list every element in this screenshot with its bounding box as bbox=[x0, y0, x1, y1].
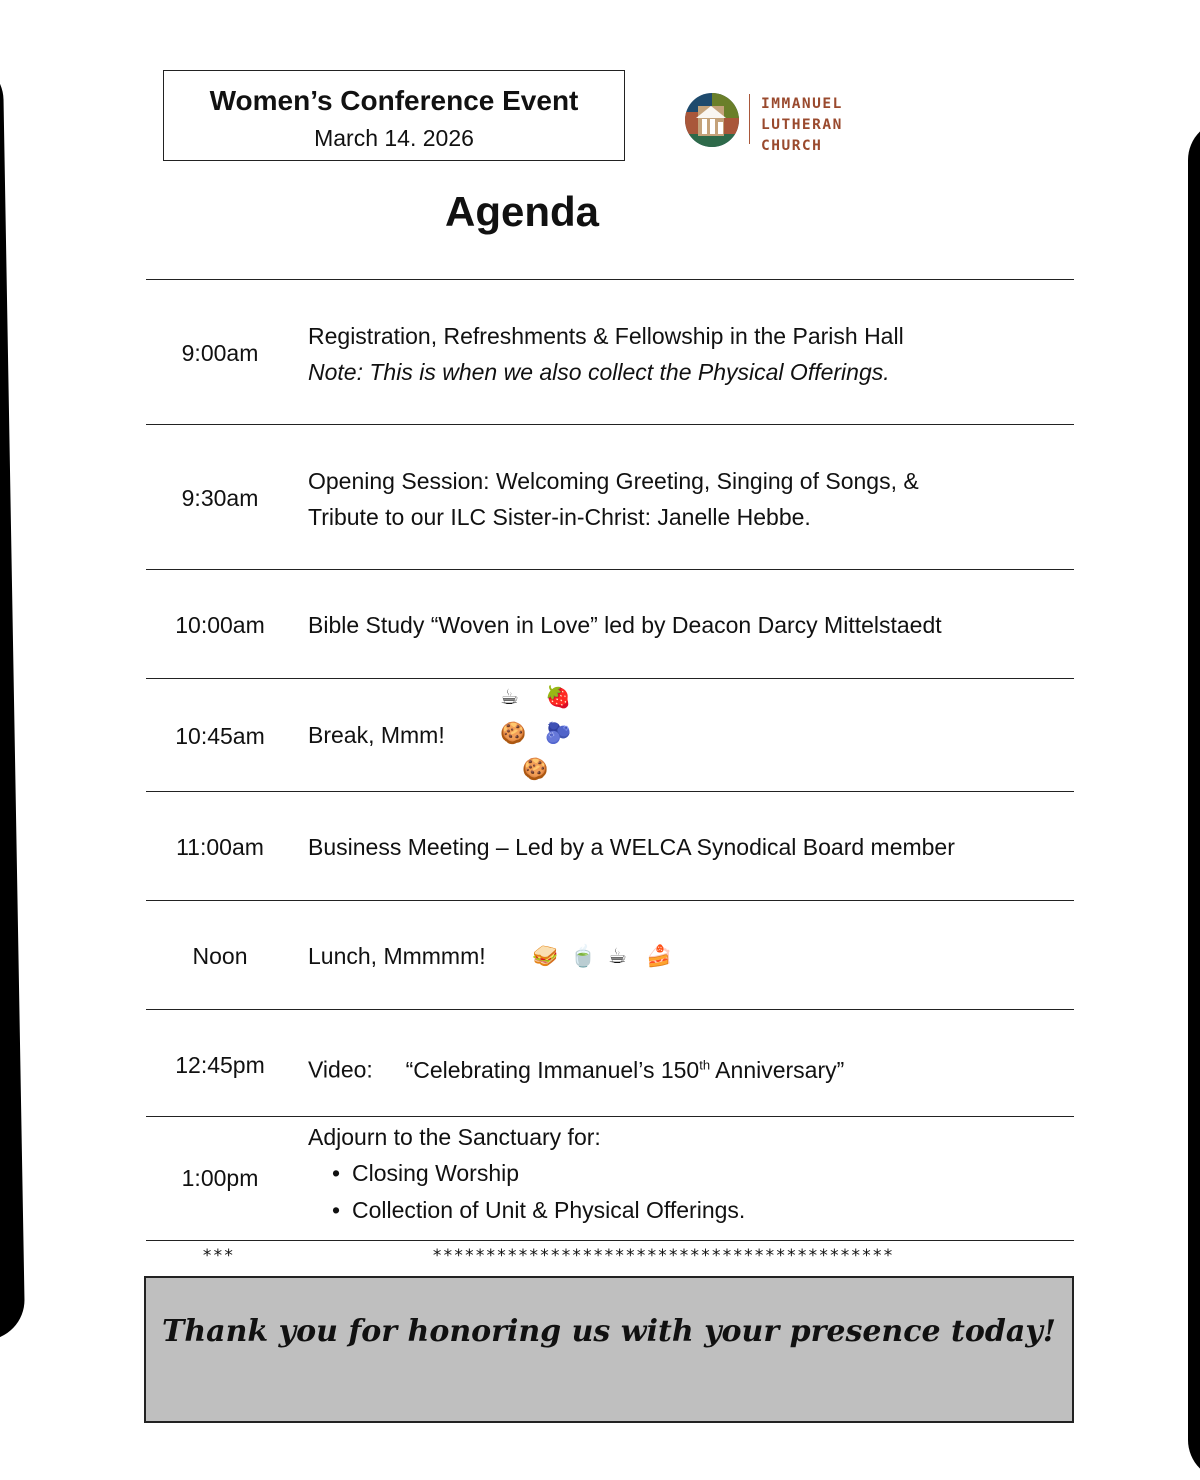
thank-you-banner bbox=[144, 1276, 1074, 1423]
agenda-title: Agenda bbox=[444, 188, 599, 235]
event-title: Women’s Conference Event bbox=[209, 85, 579, 116]
logo-text bbox=[761, 94, 843, 157]
logo-line-3: CHURCH bbox=[761, 138, 823, 154]
agenda-time: 12:45pm bbox=[175, 1052, 265, 1078]
agenda-description: Bible Study “Woven in Love” led by Deacon Darcy Mittelstaedt bbox=[308, 612, 942, 638]
agenda-time: 10:45am bbox=[175, 723, 265, 749]
divider bbox=[146, 279, 1074, 280]
agenda-time: 1:00pm bbox=[181, 1165, 259, 1191]
agenda-description bbox=[308, 318, 904, 390]
video-label: Video: bbox=[308, 1056, 373, 1083]
bullet-item: • Closing Worship bbox=[308, 1155, 745, 1192]
event-title-box bbox=[163, 70, 625, 161]
agenda-time: Noon bbox=[192, 943, 248, 969]
agenda-line: Opening Session: Welcoming Greeting, Singing of Songs, & bbox=[308, 468, 919, 494]
agenda-description bbox=[308, 1119, 745, 1229]
agenda-time: 9:30am bbox=[181, 485, 259, 511]
coffee-icon: ☕ bbox=[608, 944, 627, 968]
cookie-icon: 🍪 bbox=[522, 757, 549, 781]
agenda-description: Break, Mmm! bbox=[308, 722, 445, 748]
agenda-description: Business Meeting – Led by a WELCA Synodical Board member bbox=[308, 834, 955, 860]
thank-you-message: Thank you for honoring us with your presence today! bbox=[162, 1314, 1056, 1349]
church-logo bbox=[684, 92, 884, 152]
divider bbox=[146, 1009, 1074, 1010]
logo-line-2: LUTHERAN bbox=[761, 117, 843, 133]
church-logo-icon bbox=[684, 92, 742, 148]
strawberry-icon: 🍓 bbox=[545, 685, 572, 709]
sandwich-icon: 🥪 bbox=[532, 944, 559, 968]
logo-divider bbox=[749, 94, 750, 144]
divider bbox=[146, 791, 1074, 792]
page-edge-right bbox=[1188, 120, 1200, 1480]
agenda-description bbox=[308, 1047, 844, 1088]
agenda-description bbox=[308, 938, 486, 974]
divider bbox=[146, 569, 1074, 570]
video-title: “Celebrating Immanuel’s 150th Anniversary” bbox=[405, 1056, 845, 1083]
divider bbox=[146, 424, 1074, 425]
divider bbox=[146, 1240, 1074, 1241]
stars-divider-right: ******************************************* bbox=[432, 1246, 894, 1266]
cake-icon: 🍰 bbox=[646, 944, 673, 968]
cookie-icon: 🍪 bbox=[500, 721, 527, 745]
divider bbox=[146, 678, 1074, 679]
agenda-line: Tribute to our ILC Sister-in-Christ: Janelle Hebbe. bbox=[308, 504, 811, 530]
agenda-line: Registration, Refreshments & Fellowship in the Parish Hall bbox=[308, 323, 904, 349]
coffee-icon: ☕ bbox=[500, 685, 519, 709]
agenda-description bbox=[308, 463, 919, 535]
agenda-time: 10:00am bbox=[175, 612, 265, 638]
page-edge-left bbox=[0, 60, 25, 1341]
divider bbox=[146, 1116, 1074, 1117]
tea-icon: 🍵 bbox=[570, 944, 597, 968]
event-date: March 14. 2026 bbox=[314, 125, 474, 151]
agenda-time: 9:00am bbox=[181, 340, 259, 366]
blueberries-icon: 🫐 bbox=[545, 721, 572, 745]
divider bbox=[146, 900, 1074, 901]
agenda-bullets bbox=[308, 1155, 745, 1229]
agenda-note: Note: This is when we also collect the Physical Offerings. bbox=[308, 359, 890, 385]
agenda-line: Lunch, Mmmmm! bbox=[308, 943, 486, 969]
agenda-time: 11:00am bbox=[176, 834, 264, 860]
bullet-item: • Collection of Unit & Physical Offerings. bbox=[308, 1192, 745, 1229]
agenda-line: Adjourn to the Sanctuary for: bbox=[308, 1124, 601, 1150]
logo-line-1: IMMANUEL bbox=[761, 96, 843, 112]
stars-divider-left: *** bbox=[202, 1246, 235, 1266]
